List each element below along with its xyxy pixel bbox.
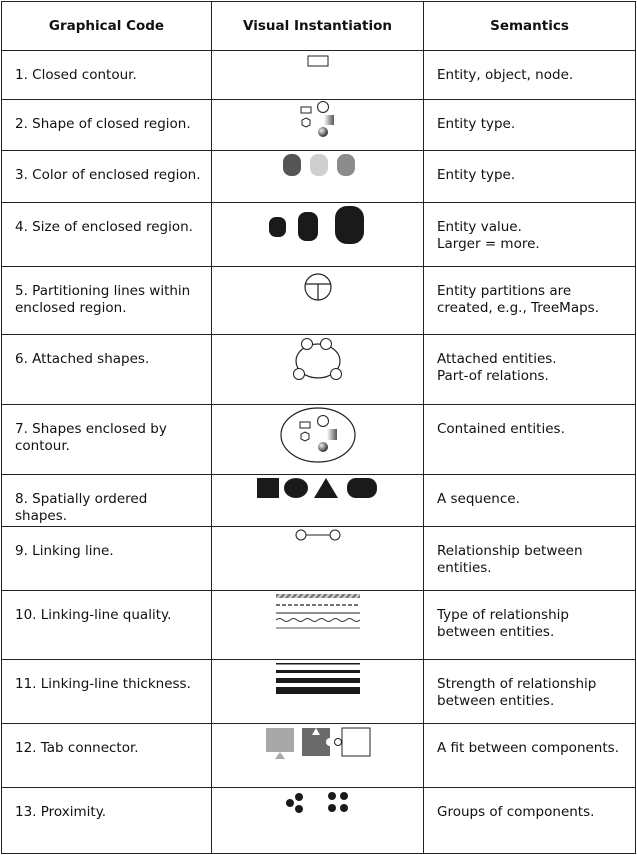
proximity-dots-icon xyxy=(278,788,358,818)
table-row xyxy=(2,591,636,660)
graphical-code-table xyxy=(1,1,636,854)
visual-cell xyxy=(212,51,424,100)
code-text: 11. Linking-line thickness. xyxy=(15,676,191,692)
semantics-text: Attached entities. xyxy=(437,351,557,367)
enclosed-shapes-icon xyxy=(278,405,358,465)
semantics-text: Entity value. xyxy=(437,219,522,235)
semantics-cell xyxy=(424,591,636,660)
code-text: 6. Attached shapes. xyxy=(15,351,150,367)
code-cell xyxy=(2,267,212,335)
tab-connector-icon xyxy=(262,724,374,762)
code-text: 9. Linking line. xyxy=(15,543,114,559)
header-visual-instantiation: Visual Instantiation xyxy=(212,2,424,51)
code-text: 12. Tab connector. xyxy=(15,740,139,756)
semantics-text: A fit between components. xyxy=(437,740,619,756)
semantics-text: Strength of relationship xyxy=(437,676,597,692)
colored-regions-icon xyxy=(273,151,363,179)
semantics-text: between entities. xyxy=(437,693,555,709)
table-row xyxy=(2,151,636,203)
partitioned-circle-icon xyxy=(298,267,338,307)
semantics-text: Entity partitions are xyxy=(437,283,572,299)
code-cell xyxy=(2,475,212,527)
visual-cell xyxy=(212,788,424,854)
semantics-cell xyxy=(424,51,636,100)
table-row xyxy=(2,405,636,475)
code-cell xyxy=(2,660,212,724)
semantics-text: entities. xyxy=(437,560,492,576)
visual-cell xyxy=(212,151,424,203)
table-row xyxy=(2,660,636,724)
table-row xyxy=(2,475,636,527)
code-cell xyxy=(2,788,212,854)
visual-cell xyxy=(212,724,424,788)
table-row xyxy=(2,51,636,100)
visual-cell xyxy=(212,267,424,335)
semantics-text: Relationship between xyxy=(437,543,583,559)
closed-contour-icon xyxy=(298,51,338,71)
semantics-cell xyxy=(424,660,636,724)
shapes-icon xyxy=(288,100,348,142)
visual-cell xyxy=(212,203,424,267)
header-row xyxy=(2,2,636,51)
code-text: 5. Partitioning lines within xyxy=(15,283,191,299)
semantics-text: A sequence. xyxy=(437,491,520,507)
code-text: 7. Shapes enclosed by xyxy=(15,421,167,437)
code-cell xyxy=(2,405,212,475)
semantics-text: Larger = more. xyxy=(437,236,540,252)
semantics-cell xyxy=(424,151,636,203)
code-text: 10. Linking-line quality. xyxy=(15,607,172,623)
semantics-cell xyxy=(424,788,636,854)
semantics-text: Type of relationship xyxy=(437,607,569,623)
code-cell xyxy=(2,335,212,405)
table-row xyxy=(2,788,636,854)
semantics-cell xyxy=(424,475,636,527)
table-row xyxy=(2,100,636,151)
table-row xyxy=(2,724,636,788)
header-semantics: Semantics xyxy=(424,2,636,51)
code-cell xyxy=(2,591,212,660)
semantics-text: Entity type. xyxy=(437,167,516,183)
code-cell xyxy=(2,51,212,100)
semantics-text: Entity type. xyxy=(437,116,516,132)
code-cell xyxy=(2,527,212,591)
visual-cell xyxy=(212,527,424,591)
visual-cell xyxy=(212,660,424,724)
semantics-cell xyxy=(424,203,636,267)
code-text: 8. Spatially ordered shapes. xyxy=(15,491,148,524)
ordered-shapes-icon xyxy=(253,475,383,501)
line-thickness-icon xyxy=(273,660,363,696)
semantics-cell xyxy=(424,405,636,475)
visual-cell xyxy=(212,100,424,151)
linking-line-icon xyxy=(293,527,343,543)
semantics-text: between entities. xyxy=(437,624,555,640)
semantics-cell xyxy=(424,724,636,788)
semantics-cell xyxy=(424,100,636,151)
code-text: 2. Shape of closed region. xyxy=(15,116,191,132)
table-row xyxy=(2,267,636,335)
semantics-text: Part-of relations. xyxy=(437,368,549,384)
semantics-text: Groups of components. xyxy=(437,804,595,820)
visual-cell xyxy=(212,475,424,527)
semantics-cell xyxy=(424,527,636,591)
code-cell xyxy=(2,100,212,151)
table-row xyxy=(2,335,636,405)
attached-shapes-icon xyxy=(288,335,348,385)
table-row xyxy=(2,203,636,267)
code-text: contour. xyxy=(15,438,70,454)
code-text: enclosed region. xyxy=(15,300,127,316)
visual-cell xyxy=(212,591,424,660)
code-text: 13. Proximity. xyxy=(15,804,107,820)
code-cell xyxy=(2,151,212,203)
semantics-cell xyxy=(424,335,636,405)
semantics-text: created, e.g., TreeMaps. xyxy=(437,300,599,316)
visual-cell xyxy=(212,405,424,475)
semantics-cell xyxy=(424,267,636,335)
sized-regions-icon xyxy=(263,203,373,247)
table-row xyxy=(2,527,636,591)
semantics-text: Contained entities. xyxy=(437,421,565,437)
visual-cell xyxy=(212,335,424,405)
code-text: 1. Closed contour. xyxy=(15,67,137,83)
header-graphical-code: Graphical Code xyxy=(2,2,212,51)
semantics-text: Entity, object, node. xyxy=(437,67,574,83)
line-quality-icon xyxy=(273,591,363,635)
code-text: 4. Size of enclosed region. xyxy=(15,219,193,235)
code-cell xyxy=(2,724,212,788)
code-text: 3. Color of enclosed region. xyxy=(15,167,201,183)
code-cell xyxy=(2,203,212,267)
